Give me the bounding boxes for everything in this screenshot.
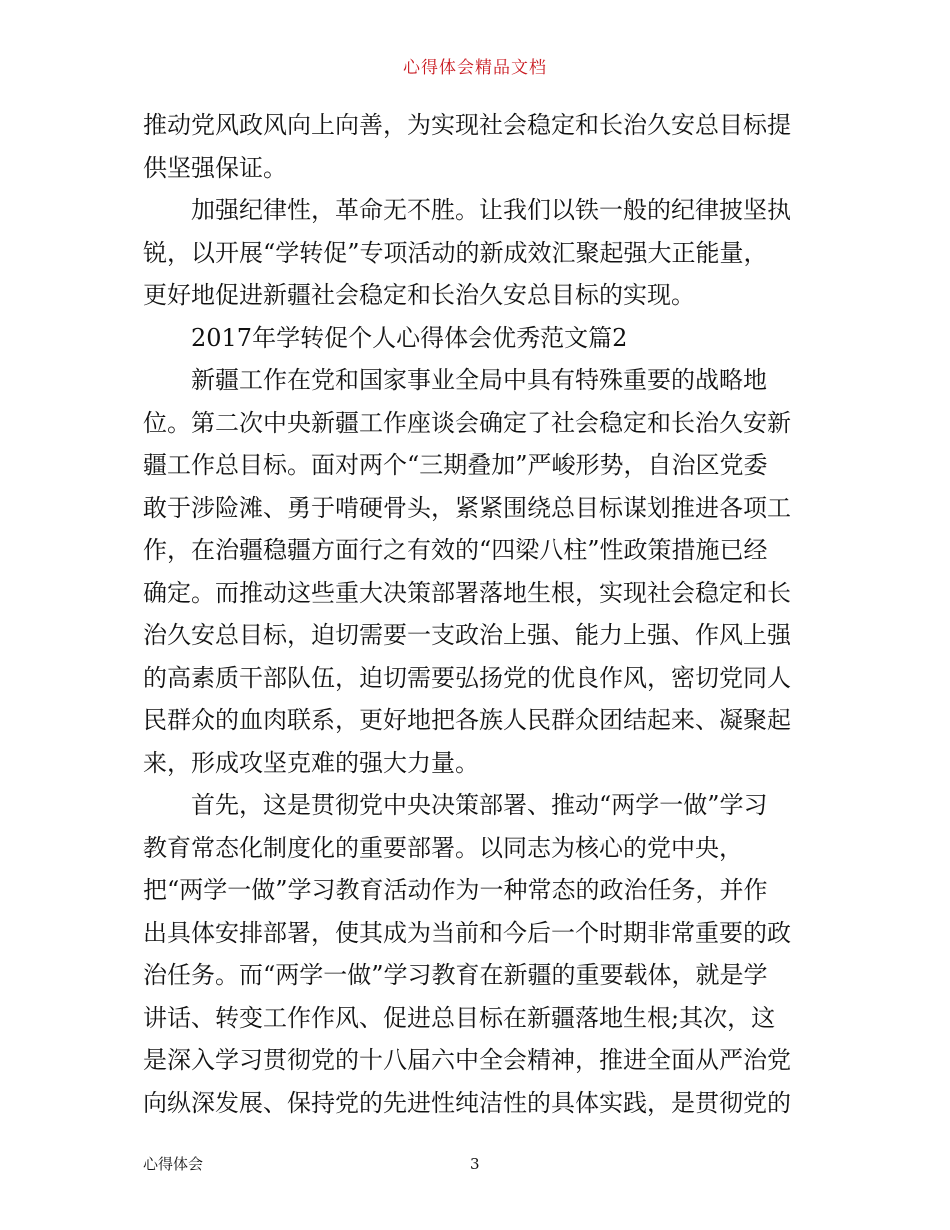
text-line: 讲话、转变工作作风、促进总目标在新疆落地生根;其次，这	[143, 1003, 776, 1032]
footer-label: 心得体会	[143, 1155, 204, 1173]
text-line: 作，在治疆稳疆方面行之有效的“四梁八柱”性政策措施已经	[143, 536, 768, 564]
text-line: 来，形成攻坚克难的强大力量。	[143, 748, 479, 777]
text-line: 治久安总目标，迫切需要一支政治上强、能力上强、作风上强	[143, 621, 791, 649]
text-line: 加强纪律性，革命无不胜。让我们以铁一般的纪律披坚执	[191, 196, 791, 224]
document-body	[143, 104, 813, 1124]
text-line: 向纵深发展、保持党的先进性纯洁性的具体实践，是贯彻党的	[143, 1088, 791, 1117]
page-header-title: 心得体会精品文档	[403, 58, 547, 78]
text-line: 首先，这是贯彻党中央决策部署、推动“两学一做”学习	[191, 791, 768, 819]
text-line: 新疆工作在党和国家事业全局中具有特殊重要的战略地	[191, 366, 767, 394]
text-line: 推动党风政风向上向善，为实现社会稳定和长治久安总目标提	[143, 111, 791, 139]
text-line: 出具体安排部署，使其成为当前和今后一个时期非常重要的政	[143, 918, 791, 947]
text-line: 疆工作总目标。面对两个“三期叠加”严峻形势，自治区党委	[143, 451, 768, 479]
text-line: 供坚强保证。	[143, 153, 287, 182]
page-number: 3	[470, 1155, 480, 1173]
text-line: 锐，以开展“学转促”专项活动的新成效汇聚起强大正能量，	[143, 238, 768, 267]
text-line: 是深入学习贯彻党的十八届六中全会精神，推进全面从严治党	[143, 1046, 791, 1074]
text-line: 民群众的血肉联系，更好地把各族人民群众团结起来、凝聚起	[143, 706, 791, 734]
text-line: 治任务。而“两学一做”学习教育在新疆的重要载体，就是学	[143, 961, 768, 989]
text-line: 2017年学转促个人心得体会优秀范文篇2	[191, 323, 628, 352]
text-line: 敢于涉险滩、勇于啃硬骨头，紧紧围绕总目标谋划推进各项工	[143, 493, 791, 522]
text-line: 的高素质干部队伍，迫切需要弘扬党的优良作风，密切党同人	[143, 663, 791, 692]
text-line: 把“两学一做”学习教育活动作为一种常态的政治任务，并作	[143, 876, 768, 904]
text-line: 教育常态化制度化的重要部署。以同志为核心的党中央，	[143, 833, 743, 862]
text-line: 位。第二次中央新疆工作座谈会确定了社会稳定和长治久安新	[143, 408, 791, 437]
text-line: 更好地促进新疆社会稳定和长治久安总目标的实现。	[143, 281, 695, 309]
text-line: 确定。而推动这些重大决策部署落地生根，实现社会稳定和长	[143, 578, 791, 607]
